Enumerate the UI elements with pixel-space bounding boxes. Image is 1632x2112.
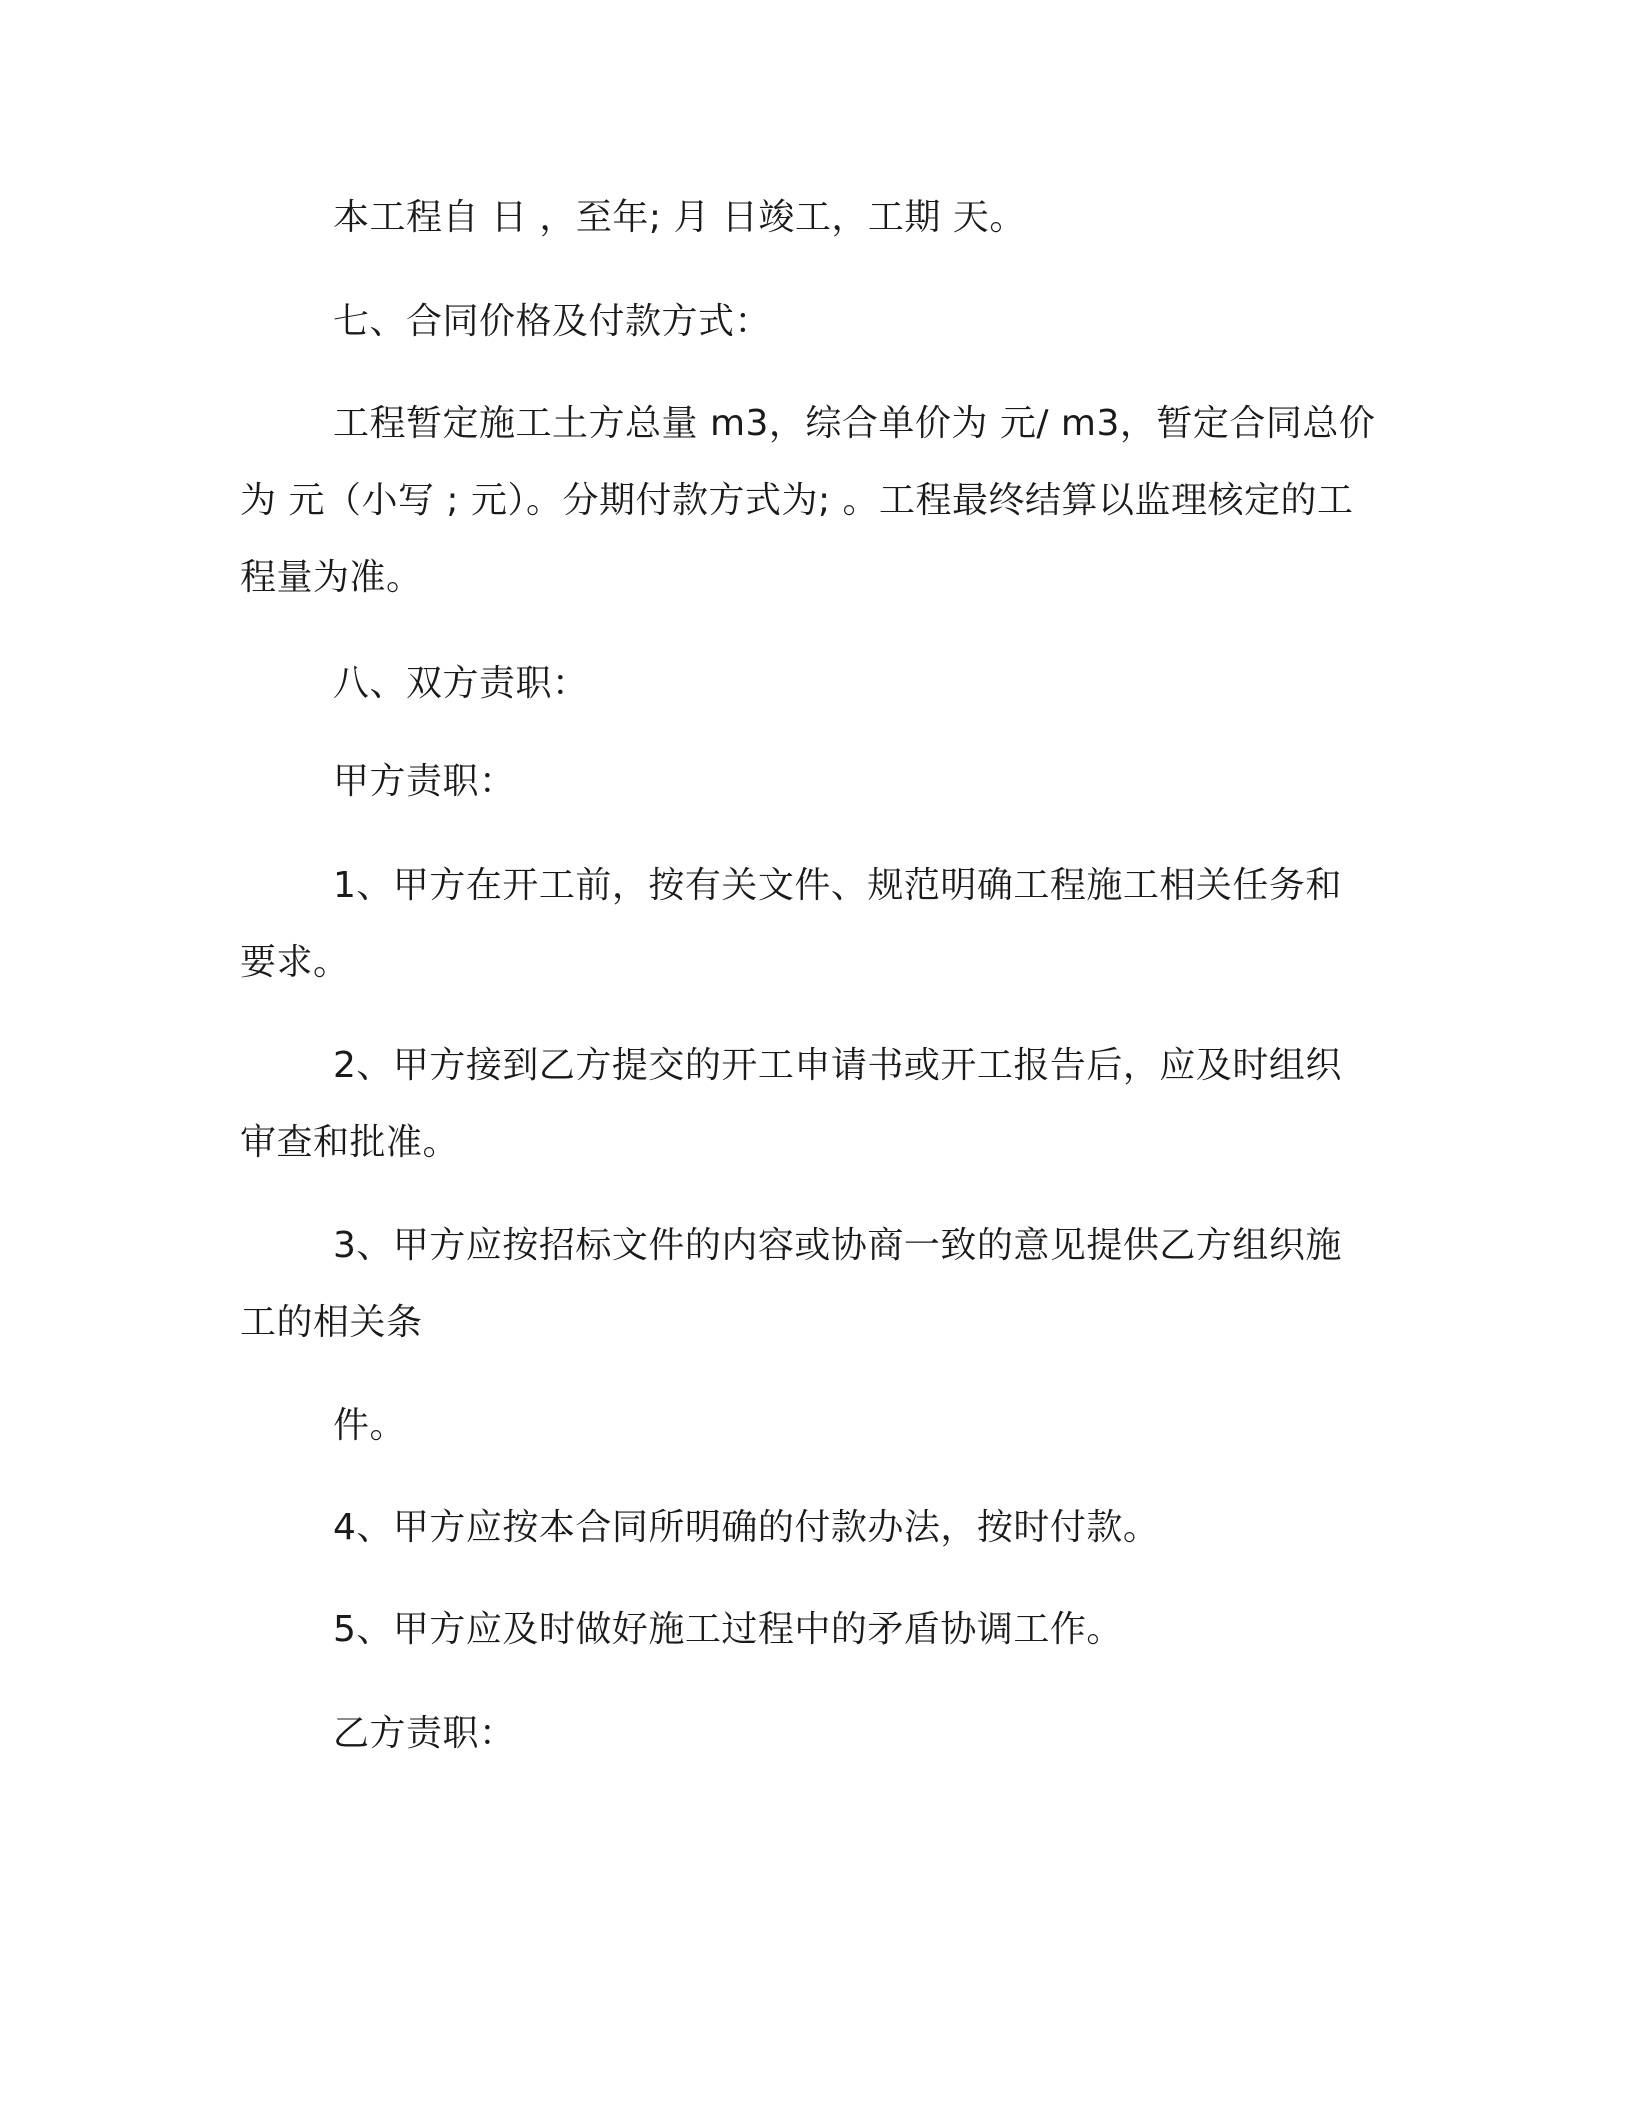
paragraph-line: 为 元（小写 ; 元）。分期付款方式为; 。工程最终结算以监理核定的工: [240, 480, 1354, 521]
list-item-continuation: 工的相关条: [240, 1302, 423, 1343]
list-item-continuation: 审查和批准。: [240, 1122, 460, 1163]
paragraph-line: 工程暂定施工土方总量 m3，综合单价为 元/ m3，暂定合同总价: [333, 403, 1376, 444]
list-item: 1、甲方在开工前，按有关文件、规范明确工程施工相关任务和: [333, 865, 1342, 906]
paragraph-line: 程量为准。: [240, 557, 423, 598]
section-heading-price-payment: 七、合同价格及付款方式：: [333, 301, 772, 342]
section-heading-responsibilities: 八、双方责职：: [333, 663, 589, 704]
list-item: 5、甲方应及时做好施工过程中的矛盾协调工作。: [333, 1609, 1123, 1650]
list-item-continuation: 件。: [333, 1405, 407, 1446]
subheading-party-b: 乙方责职：: [333, 1713, 516, 1754]
subheading-party-a: 甲方责职：: [333, 761, 516, 802]
list-item: 2、甲方接到乙方提交的开工申请书或开工报告后，应及时组织: [333, 1045, 1342, 1086]
list-item: 3、甲方应按招标文件的内容或协商一致的意见提供乙方组织施: [333, 1225, 1342, 1266]
construction-period-line: 本工程自 日 ，至年; 月 日竣工，工期 天。: [333, 197, 1026, 238]
list-item: 4、甲方应按本合同所明确的付款办法，按时付款。: [333, 1507, 1160, 1548]
list-item-continuation: 要求。: [240, 942, 350, 983]
